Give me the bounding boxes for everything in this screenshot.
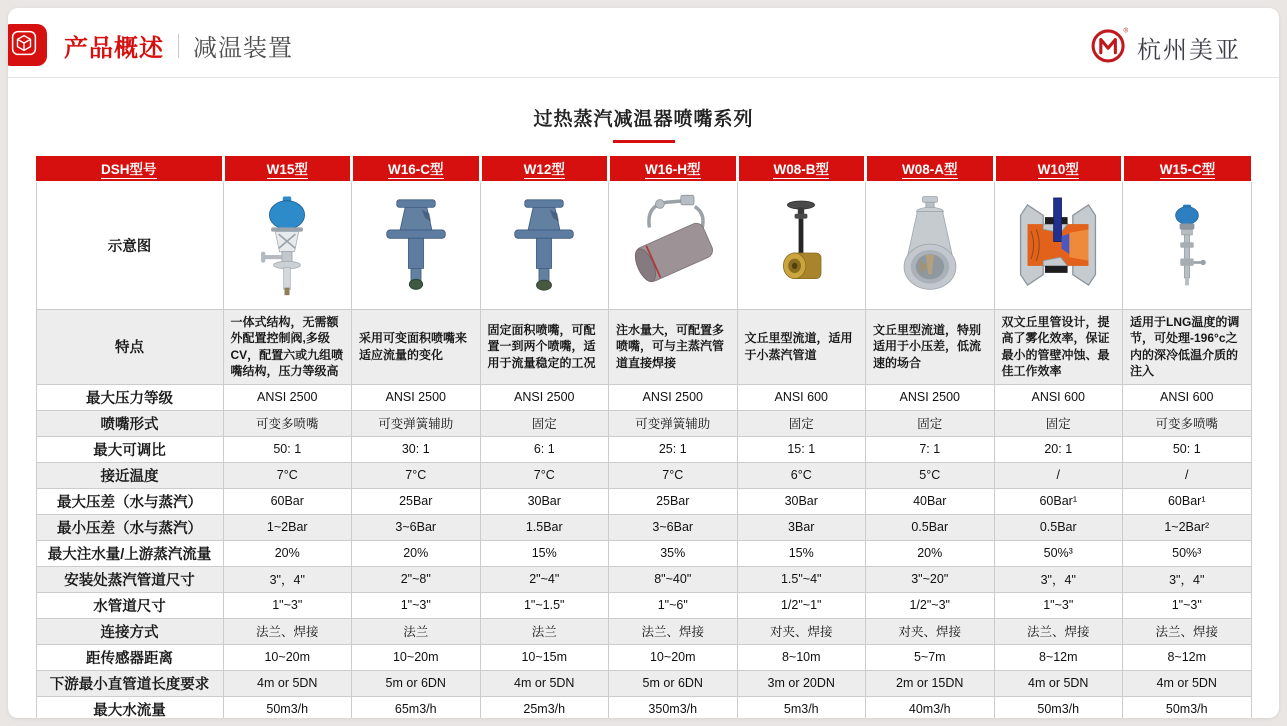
spec-cell: 15% [737, 540, 866, 566]
spec-cell: 50: 1 [1123, 436, 1252, 462]
spec-cell: 0.5Bar [994, 514, 1123, 540]
column-header-W12-label: W12型 [523, 162, 565, 178]
spec-cell: 50: 1 [223, 436, 352, 462]
company-logo [1089, 25, 1241, 70]
spec-cell: 文丘里型流道，特别适用于小压差，低流速的场合 [866, 309, 995, 384]
row-label: 水管道尺寸 [36, 592, 223, 618]
spec-cell: 7: 1 [866, 436, 995, 462]
spec-cell: 3~6Bar [352, 514, 481, 540]
spec-cell: 1~2Bar [223, 514, 352, 540]
spec-cell: 法兰、焊接 [1123, 618, 1252, 644]
corner-badge [8, 24, 47, 66]
spec-cell: 7°C [223, 462, 352, 488]
spec-cell: 6°C [737, 462, 866, 488]
spec-cell: ANSI 600 [1123, 384, 1252, 410]
column-header-W08-B [737, 156, 866, 181]
spec-cell: 1~2Bar² [1123, 514, 1252, 540]
spec-cell: 3Bar [737, 514, 866, 540]
spec-cell: 30Bar [737, 488, 866, 514]
column-header-W16-H-label: W16-H型 [644, 162, 701, 178]
spec-cell: 1"~3" [352, 592, 481, 618]
product-cube-icon [11, 30, 37, 61]
spec-cell: 固定 [994, 410, 1123, 436]
row-label: 最大可调比 [36, 436, 223, 462]
product-image-cell [994, 181, 1123, 309]
column-header-W15-C-label: W15-C型 [1159, 162, 1216, 178]
product-image-cell [480, 181, 609, 309]
spec-cell: 50%³ [1123, 540, 1252, 566]
table-row [36, 436, 1251, 462]
spec-cell: 3m or 20DN [737, 670, 866, 696]
column-header-W16-C-label: W16-C型 [387, 162, 444, 178]
product-image-cell [352, 181, 481, 309]
spec-cell: 1/2"~1" [737, 592, 866, 618]
spec-cell: 20: 1 [994, 436, 1123, 462]
spec-cell: 固定面积喷嘴，可配置一到两个喷嘴，适用于流量稳定的工况 [480, 309, 609, 384]
spec-cell: 2"~4" [480, 566, 609, 592]
table-row [36, 462, 1251, 488]
spec-cell: 5m3/h [737, 696, 866, 718]
spec-cell: 可变多喷嘴 [1123, 410, 1252, 436]
spec-cell: 适用于LNG温度的调节，可处理-196°c之内的深冷低温介质的注入 [1123, 309, 1252, 384]
table-row [36, 618, 1251, 644]
row-label: 最大注水量/上游蒸汽流量 [36, 540, 223, 566]
table-title-block [8, 104, 1279, 143]
column-header-W15-label: W15型 [266, 162, 308, 178]
w10-section-diagram [1010, 191, 1106, 299]
spec-cell: 5°C [866, 462, 995, 488]
spec-cell: 65m3/h [352, 696, 481, 718]
section-title: 产品概述 [64, 35, 164, 62]
column-header-W08-A [866, 156, 995, 181]
w16h-nozzle-image [625, 188, 721, 302]
corner-header-label: DSH型号 [100, 162, 157, 178]
spec-cell: 15: 1 [737, 436, 866, 462]
row-label: 最小压差（水与蒸汽） [36, 514, 223, 540]
spec-cell: 可变弹簧辅助 [609, 410, 738, 436]
spec-cell: 60Bar¹ [1123, 488, 1252, 514]
spec-cell: 5~7m [866, 644, 995, 670]
spec-cell: 8~10m [737, 644, 866, 670]
spec-cell: 10~20m [609, 644, 738, 670]
section-subtitle: 减温装置 [193, 35, 293, 62]
spec-cell: 30Bar [480, 488, 609, 514]
spec-cell: 25Bar [609, 488, 738, 514]
spec-cell: 双文丘里管设计，提高了雾化效率，保证最小的管壁冲蚀、最佳工作效率 [994, 309, 1123, 384]
spec-cell: 10~20m [223, 644, 352, 670]
table-row [36, 514, 1251, 540]
logo-m-icon [1089, 25, 1129, 70]
column-header-W08-A-label: W08-A型 [901, 162, 958, 178]
table-body [36, 181, 1251, 718]
spec-cell: 8~12m [994, 644, 1123, 670]
spec-cell: 5m or 6DN [352, 670, 481, 696]
spec-cell: / [994, 462, 1123, 488]
spec-cell: 1"~3" [223, 592, 352, 618]
table-title: 过热蒸汽减温器喷嘴系列 [533, 109, 754, 130]
product-image-cell [737, 181, 866, 309]
company-name: 杭州美亚 [1137, 37, 1241, 64]
spec-cell: 1"~6" [609, 592, 738, 618]
spec-cell: 3"，4" [223, 566, 352, 592]
spec-cell: 4m or 5DN [223, 670, 352, 696]
table-row [36, 384, 1251, 410]
spec-cell: 50%³ [994, 540, 1123, 566]
spec-cell: ANSI 2500 [866, 384, 995, 410]
table-row [36, 696, 1251, 718]
spec-cell: ANSI 600 [737, 384, 866, 410]
table-row [36, 566, 1251, 592]
title-accent-underline [613, 140, 675, 143]
spec-cell: 一体式结构，无需额外配置控制阀,多级CV，配置六或九组喷嘴结构，压力等级高 [223, 309, 352, 384]
spec-cell: 25Bar [352, 488, 481, 514]
table-row [36, 309, 1251, 384]
spec-cell: 1.5"~4" [737, 566, 866, 592]
spec-cell: 对夹、焊接 [737, 618, 866, 644]
row-label: 下游最小直管道长度要求 [36, 670, 223, 696]
spec-cell: 60Bar¹ [994, 488, 1123, 514]
spec-cell: ANSI 600 [994, 384, 1123, 410]
w08b-nozzle-image [757, 189, 845, 301]
column-header-W16-C [352, 156, 481, 181]
spec-cell: 1/2"~3" [866, 592, 995, 618]
spec-cell: 法兰 [352, 618, 481, 644]
row-label: 特点 [36, 309, 223, 384]
spec-cell: 文丘里型流道，适用于小蒸汽管道 [737, 309, 866, 384]
w16c-nozzle-image [370, 188, 462, 302]
spec-cell: 20% [352, 540, 481, 566]
column-header-W10 [994, 156, 1123, 181]
spec-cell: 25m3/h [480, 696, 609, 718]
column-header-W12 [480, 156, 609, 181]
spec-cell: 4m or 5DN [480, 670, 609, 696]
spec-cell: 8"~40" [609, 566, 738, 592]
svg-text:®: ® [1123, 27, 1129, 35]
column-header-W10-label: W10型 [1037, 162, 1079, 178]
title-divider [178, 34, 179, 58]
column-header-W15 [223, 156, 352, 181]
spec-cell: 35% [609, 540, 738, 566]
row-label: 最大压力等级 [36, 384, 223, 410]
table-row [36, 670, 1251, 696]
product-image-cell [866, 181, 995, 309]
column-header-W08-B-label: W08-B型 [773, 162, 829, 178]
spec-cell: ANSI 2500 [480, 384, 609, 410]
spec-cell: 10~20m [352, 644, 481, 670]
w12-nozzle-image [498, 188, 590, 302]
w08a-nozzle-image [884, 188, 976, 302]
product-image-cell [1123, 181, 1252, 309]
row-label: 接近温度 [36, 462, 223, 488]
spec-cell: 2"~8" [352, 566, 481, 592]
spec-cell: 法兰、焊接 [223, 618, 352, 644]
column-header-W16-H [609, 156, 738, 181]
spec-cell: 60Bar [223, 488, 352, 514]
product-image-cell [223, 181, 352, 309]
spec-cell: 2m or 15DN [866, 670, 995, 696]
spec-cell: 20% [866, 540, 995, 566]
spec-cell: 法兰 [480, 618, 609, 644]
spec-cell: 3"，4" [994, 566, 1123, 592]
column-header-W15-C [1123, 156, 1252, 181]
spec-cell: 7°C [609, 462, 738, 488]
w15-nozzle-image [241, 188, 333, 302]
row-label: 安装处蒸汽管道尺寸 [36, 566, 223, 592]
spec-cell: 50m3/h [223, 696, 352, 718]
spec-cell: 30: 1 [352, 436, 481, 462]
spec-cell: 1"~3" [1123, 592, 1252, 618]
spec-cell: 0.5Bar [866, 514, 995, 540]
row-label: 距传感器距离 [36, 644, 223, 670]
spec-cell: 8~12m [1123, 644, 1252, 670]
product-image-cell [609, 181, 738, 309]
spec-cell: 对夹、焊接 [866, 618, 995, 644]
spec-cell: 5m or 6DN [609, 670, 738, 696]
spec-cell: 3"~20" [866, 566, 995, 592]
spec-cell: 4m or 5DN [994, 670, 1123, 696]
spec-cell: 50m3/h [994, 696, 1123, 718]
w15c-nozzle-image [1150, 187, 1224, 303]
spec-cell: 固定 [866, 410, 995, 436]
spec-cell: 1.5Bar [480, 514, 609, 540]
spec-cell: 20% [223, 540, 352, 566]
spec-cell: 7°C [352, 462, 481, 488]
table-row [36, 540, 1251, 566]
spec-cell: 固定 [737, 410, 866, 436]
row-label: 连接方式 [36, 618, 223, 644]
spec-cell: 1"~3" [994, 592, 1123, 618]
spec-cell: 6: 1 [480, 436, 609, 462]
spec-cell: 可变弹簧辅助 [352, 410, 481, 436]
spec-cell: 1"~1.5" [480, 592, 609, 618]
corner-header [36, 156, 223, 181]
content-card [8, 8, 1279, 718]
spec-table [36, 156, 1252, 718]
spec-cell: 50m3/h [1123, 696, 1252, 718]
row-label: 喷嘴形式 [36, 410, 223, 436]
spec-cell: 15% [480, 540, 609, 566]
spec-cell: ANSI 2500 [223, 384, 352, 410]
spec-cell: ANSI 2500 [352, 384, 481, 410]
spec-cell: 3~6Bar [609, 514, 738, 540]
spec-cell: / [1123, 462, 1252, 488]
spec-cell: 注水量大，可配置多喷嘴，可与主蒸汽管道直接焊接 [609, 309, 738, 384]
spec-cell: 25: 1 [609, 436, 738, 462]
spec-cell: ANSI 2500 [609, 384, 738, 410]
row-label: 示意图 [36, 181, 223, 309]
row-label: 最大水流量 [36, 696, 223, 718]
spec-cell: 固定 [480, 410, 609, 436]
table-row [36, 592, 1251, 618]
spec-cell: 7°C [480, 462, 609, 488]
spec-cell: 3"，4" [1123, 566, 1252, 592]
spec-cell: 4m or 5DN [1123, 670, 1252, 696]
page-header [8, 8, 1279, 78]
table-header-row [36, 156, 1251, 181]
table-row [36, 181, 1251, 309]
table-row [36, 644, 1251, 670]
table-row [36, 488, 1251, 514]
spec-cell: 采用可变面积喷嘴来适应流量的变化 [352, 309, 481, 384]
table-row [36, 410, 1251, 436]
spec-cell: 40Bar [866, 488, 995, 514]
spec-cell: 法兰、焊接 [609, 618, 738, 644]
spec-cell: 10~15m [480, 644, 609, 670]
spec-cell: 350m3/h [609, 696, 738, 718]
spec-cell: 可变多喷嘴 [223, 410, 352, 436]
spec-cell: 法兰、焊接 [994, 618, 1123, 644]
row-label: 最大压差（水与蒸汽） [36, 488, 223, 514]
spec-cell: 40m3/h [866, 696, 995, 718]
